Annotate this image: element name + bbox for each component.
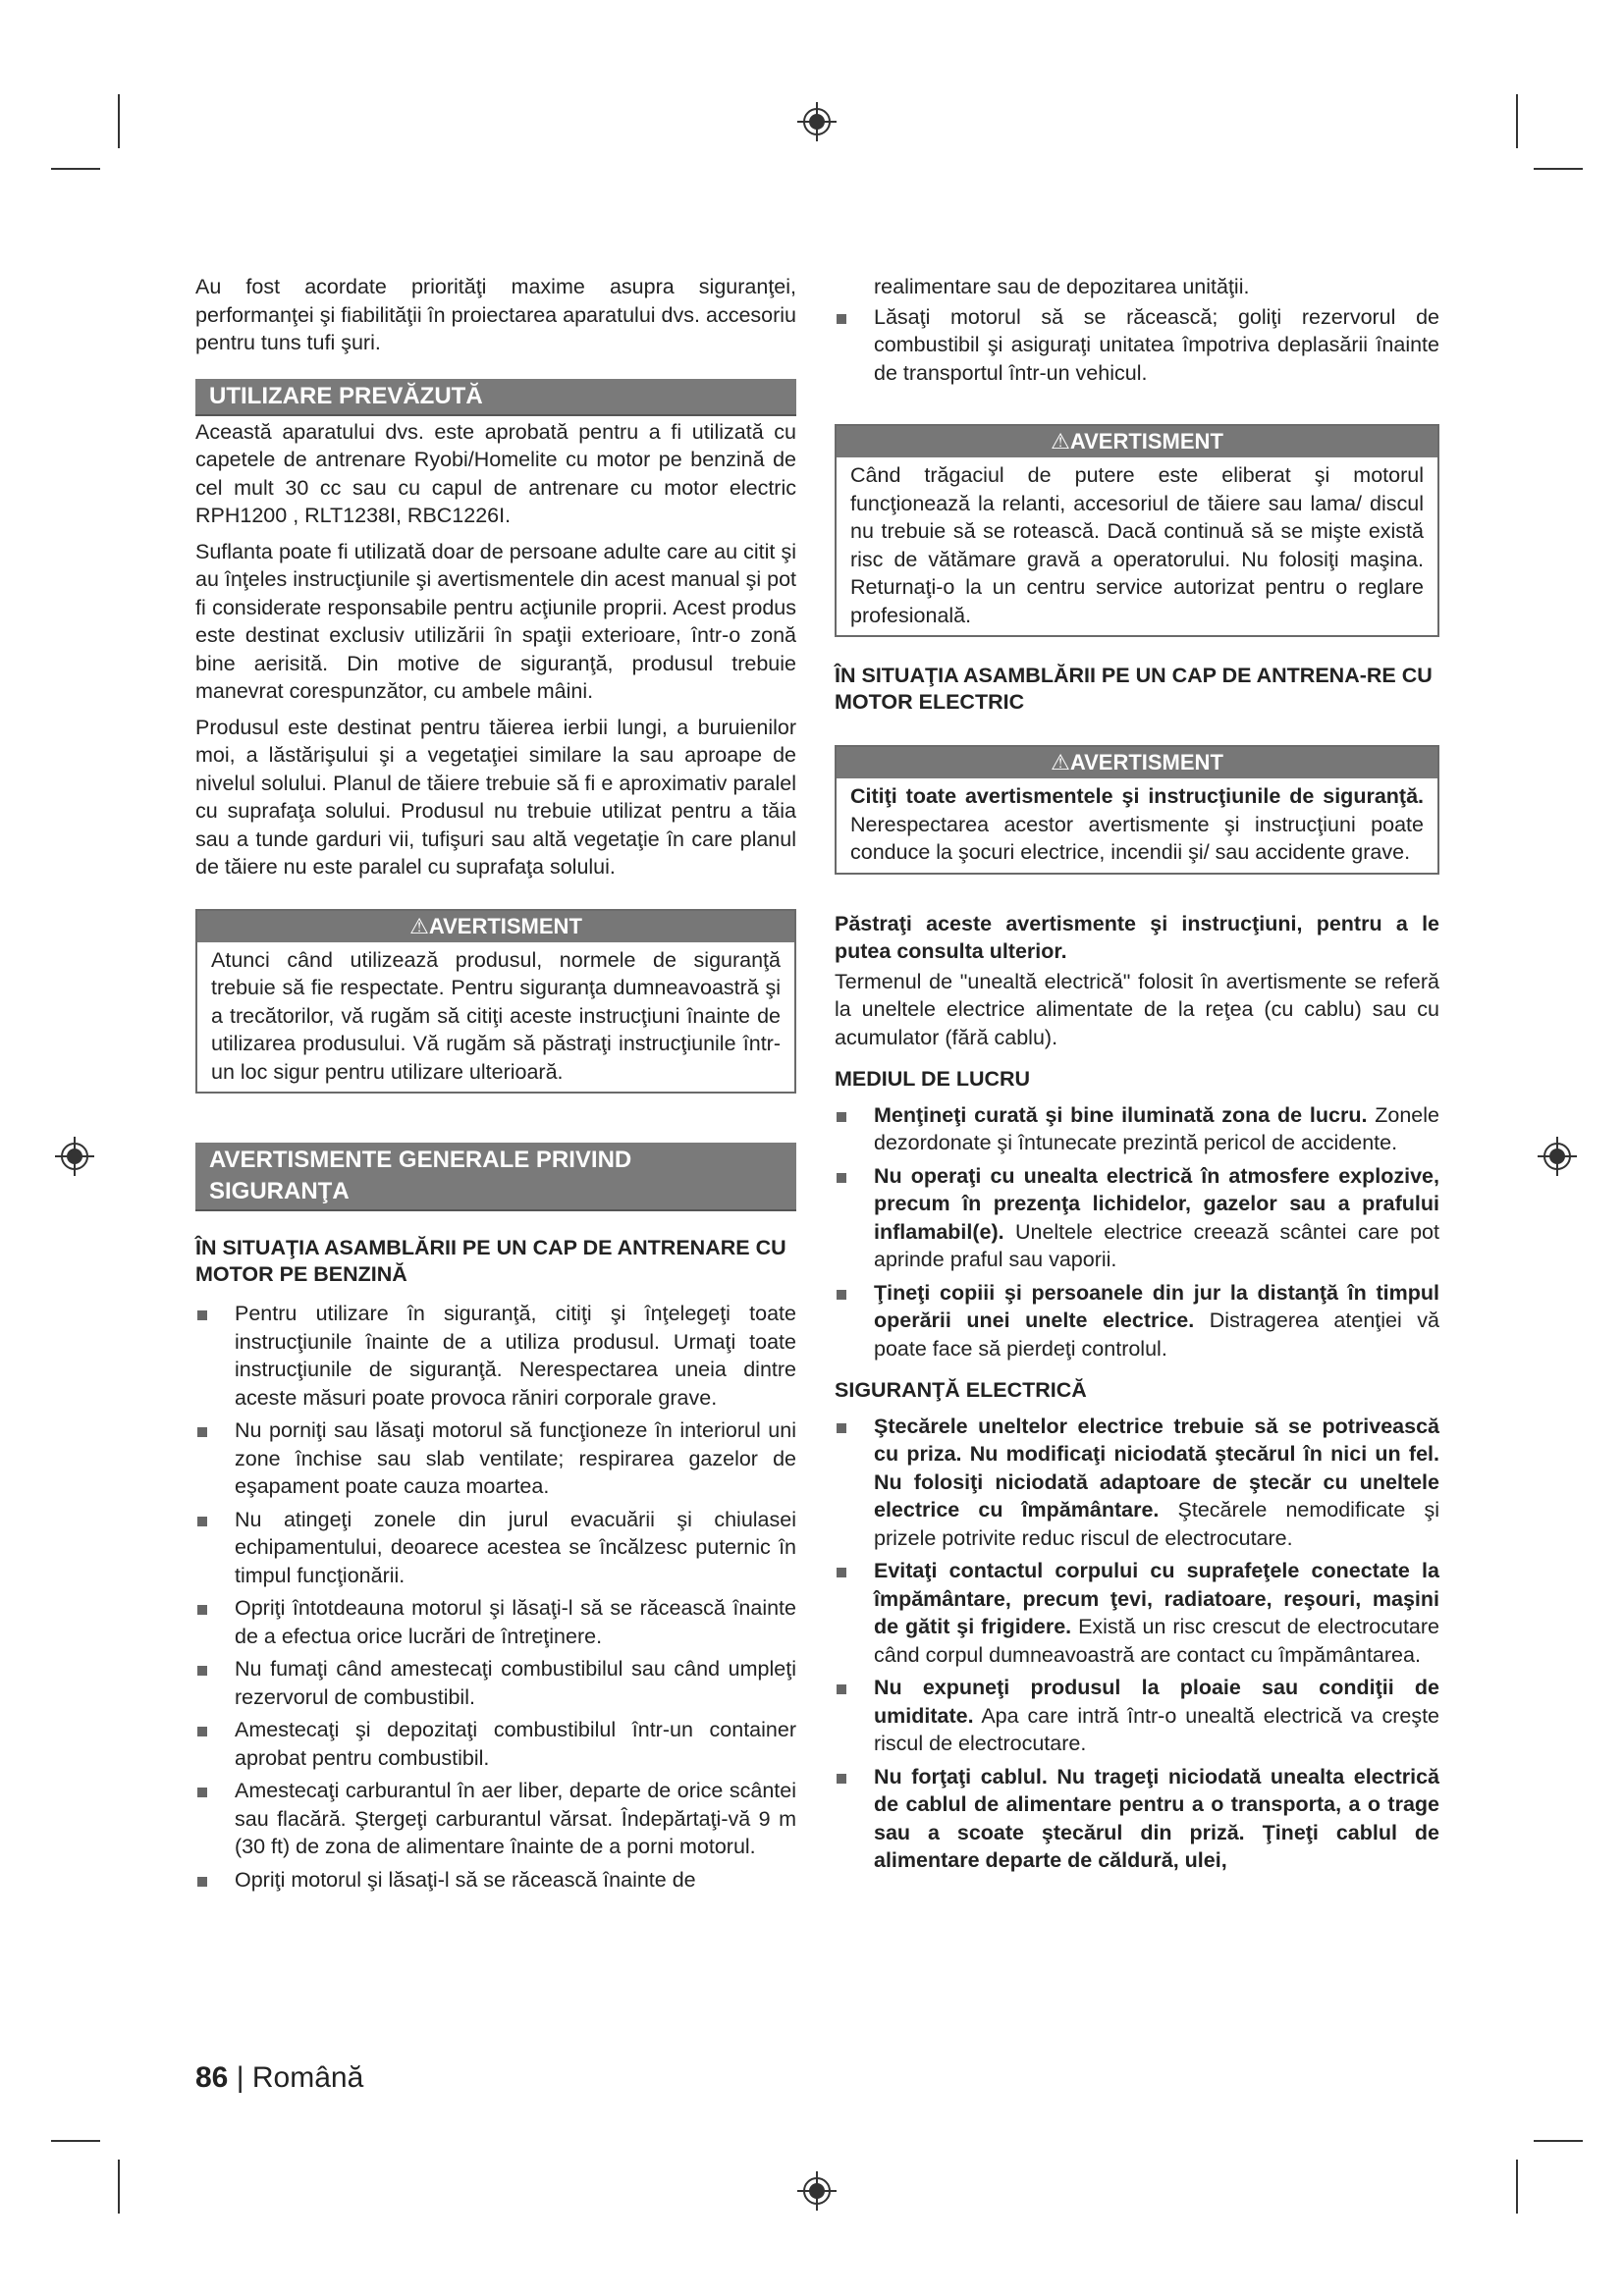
section-title-intended-use: UTILIZARE PREVĂZUTĂ xyxy=(195,379,796,416)
warning-triangle-icon: ⚠ xyxy=(1051,750,1070,774)
paragraph: Termenul de "unealtă electrică" folosit în avertismente se referă la uneltele electrice alimentate de la reţea (cu cablu) sau cu acumulator (fără cablu). xyxy=(835,969,1439,1049)
warning-triangle-icon: ⚠ xyxy=(409,913,429,938)
registration-mark-icon xyxy=(55,1137,94,1176)
warning-text: Când trăgaciul de putere este eliberat şi motorul funcţionează la relanti, accesoriul de tăiere sau lama/ discul nu trebuie să se rotească. Dacă continuă să se mişte există risc de vătămare gravă a operatorului. Nu folosiţi maşina. Returnaţi-o la un centru service autorizat pentru o reglare profesională. xyxy=(850,463,1424,627)
warning-header xyxy=(837,747,1437,778)
list-item: Ţineţi copiii şi persoanele din jur la distanţă în timpul operării unei unelte electrice. Distragerea atenţiei vă poate face să pierdeţi controlul. xyxy=(835,1279,1439,1363)
list-item: Pentru utilizare în siguranţă, citiţi şi înţelegeţi toate instrucţiunile înainte de a utiliza produsul. Urmaţi toate instrucţiunile de siguranţă. Nerespectarea uneia dintre aceste măsuri poate provoca răniri corporale grave. xyxy=(195,1300,796,1412)
work-area-bullet-list xyxy=(835,1101,1439,1363)
list-item: Nu operaţi cu unealta electrică în atmosfere explozive, precum în prezenţa lichidelor, gazelor sau a prafului inflamabil(e). Uneltele electrice creează scântei care pot aprinde praful sau vaporii. xyxy=(835,1162,1439,1274)
crop-mark xyxy=(118,94,120,148)
registration-mark-icon xyxy=(1538,1137,1577,1176)
section-title-general-safety: AVERTISMENTE GENERALE PRIVIND SIGURANŢA xyxy=(195,1143,796,1211)
left-column xyxy=(195,273,796,1898)
crop-mark xyxy=(1534,168,1583,170)
warning-triangle-icon: ⚠ xyxy=(1051,429,1070,454)
warning-body-text: Nerespectarea acestor avertismente şi instrucţiuni poate conduce la şocuri electrice, incendii şi/ sau accidente grave. xyxy=(850,812,1424,864)
footer-separator: | xyxy=(236,2061,244,2094)
warning-header xyxy=(197,911,794,942)
list-item: Evitaţi contactul corpului cu suprafeţele conectate la împământare, precum ţevi, radiatoare, reşouri, maşini de gătit şi frigidere. Există un risc crescut de electrocutare când corpul dumneavoastră are contact cu împământarea. xyxy=(835,1557,1439,1669)
warning-text xyxy=(837,778,1437,873)
subheading-electrical-safety: SIGURANŢĂ ELECTRICĂ xyxy=(835,1378,1087,1402)
crop-mark xyxy=(51,2140,100,2142)
list-item: Amestecaţi carburantul în aer liber, departe de orice scântei sau flacără. Ştergeţi carburantul vărsat. Îndepărtaţi-vă 9 m (30 ft) de zona de alimentare înainte de a porni motorul. xyxy=(195,1777,796,1861)
crop-mark xyxy=(1534,2140,1583,2142)
list-item: Lăsaţi motorul să se răcească; goliţi rezervorul de combustibil şi asiguraţi unitatea împotriva deplasării înainte de transportul într-un vehicul. xyxy=(835,303,1439,388)
safety-bullet-list xyxy=(195,1300,796,1894)
paragraph: Această aparatului dvs. este aprobată pentru a fi utilizată cu capetele de antrenare Ryobi/Homelite cu motor pe benzină de cel mult 30 cc sau cu capul de antrenare cu motor electric RPH1200 , RLT1238I, RBC1226I. xyxy=(195,419,796,527)
paragraph: Produsul este destinat pentru tăierea ierbii lungi, a buruienilor moi, a lăstărişului şi a vegetaţiei similare la sau aproape de nivelul solului. Planul de tăiere trebuie să fi e aproximativ paralel cu suprafaţa solului. Produsul nu trebuie utilizat pentru a tăia sau a tunde garduri vii, tufişuri sau altă vegetaţie în care planul de tăiere nu este paralel cu suprafaţa solului. xyxy=(195,715,796,879)
warning-header xyxy=(837,426,1437,457)
registration-mark-icon xyxy=(797,2171,837,2211)
crop-mark xyxy=(1516,94,1518,148)
crop-mark xyxy=(118,2160,120,2214)
warning-box xyxy=(835,424,1439,637)
warning-text: Atunci când utilizează produsul, normele de siguranţă trebuie să fie respectate. Pentru siguranţa dumneavoastră şi a trecătorilor, vă rugăm să citiţi aceste instrucţiuni înainte de utilizarea produsului. Vă rugăm să păstraţi instrucţiunile într-un loc sigur pentru utilizare ulterioară. xyxy=(211,947,781,1084)
list-item: Nu forţaţi cablul. Nu trageţi niciodată unealta electrică de cablul de alimentare pentru a o transporta, a o trage sau a scoate ştecărul din priză. Ţineţi cablul de alimentare departe de căldură, ulei, xyxy=(835,1763,1439,1875)
list-item: Nu expuneţi produsul la ploaie sau condiţii de umiditate. Apa care intră într-o unealtă electrică va creşte riscul de electrocutare. xyxy=(835,1674,1439,1758)
list-item: Menţineţi curată şi bine iluminată zona de lucru. Zonele dezordonate şi întunecate prezintă pericol de accidente. xyxy=(835,1101,1439,1157)
warning-title: AVERTISMENT xyxy=(428,913,582,938)
list-item: Amestecaţi şi depozitaţi combustibilul într-un container aprobat pentru combustibil. xyxy=(195,1716,796,1772)
keep-instructions-text: Păstraţi aceste avertismente şi instrucţiuni, pentru a le putea consulta ulterior. xyxy=(835,911,1439,963)
intro-paragraph: Au fost acordate priorităţi maxime asupra siguranţei, performanţei şi fiabilităţii în proiectarea aparatului dvs. accesoriu pentru tuns tufi şuri. xyxy=(195,275,796,354)
warning-bold-text: Citiţi toate avertismentele şi instrucţiunile de siguranţă. xyxy=(850,784,1424,808)
list-item: Nu porniţi sau lăsaţi motorul să funcţioneze în interiorul uni zone închise sau slab ventilate; respirarea gazelor de eşapament poate cauza moartea. xyxy=(195,1416,796,1501)
right-column xyxy=(835,273,1439,1880)
list-item: Opriţi întotdeauna motorul şi lăsaţi-l să se răcească înainte de a efectua orice lucrări de întreţinere. xyxy=(195,1594,796,1650)
page-number: 86 xyxy=(195,2061,229,2094)
warning-title: AVERTISMENT xyxy=(1069,429,1223,454)
bullet-list xyxy=(835,303,1439,388)
subheading-petrol: ÎN SITUAŢIA ASAMBLĂRII PE UN CAP DE ANTRENARE CU MOTOR PE BENZINĂ xyxy=(195,1236,786,1286)
list-item: Nu atingeţi zonele din jurul evacuării şi chiulasei echipamentului, deoarece acestea se încălzesc puternic în timpul funcţionării. xyxy=(195,1506,796,1590)
crop-mark xyxy=(51,168,100,170)
page-footer xyxy=(195,2061,363,2095)
list-item: Ştecărele uneltelor electrice trebuie să se potrivească cu priza. Nu modificaţi niciodată ştecărul în nici un fel. Nu folosiţi niciodată adaptoare de ştecăr cu uneltele electrice cu împământare. Ştecărele nemodificate şi prizele potrivite reduc riscul de electrocutare. xyxy=(835,1413,1439,1553)
continued-line: realimentare sau de depozitarea unităţii. xyxy=(874,275,1250,298)
warning-title: AVERTISMENT xyxy=(1069,750,1223,774)
subheading-electric: ÎN SITUAŢIA ASAMBLĂRII PE UN CAP DE ANTRENA-RE CU MOTOR ELECTRIC xyxy=(835,664,1433,714)
registration-mark-icon xyxy=(797,102,837,141)
subheading-work-area: MEDIUL DE LUCRU xyxy=(835,1067,1031,1091)
list-item: Nu fumaţi când amestecaţi combustibilul sau când umpleţi rezervorul de combustibil. xyxy=(195,1655,796,1711)
footer-language: Română xyxy=(251,2061,364,2094)
electrical-safety-bullet-list xyxy=(835,1413,1439,1875)
paragraph: Suflanta poate fi utilizată doar de persoane adulte care au citit şi au înţeles instrucţiunile şi avertismentele din acest manual şi pot fi considerate responsabile pentru acţiunile proprii. Acest produs este destinat exclusiv utilizării în spaţii exterioare, într-o zonă bine aerisită. Din motive de siguranţă, produsul trebuie manevrat corespunzător, cu ambele mâini. xyxy=(195,539,796,703)
crop-mark xyxy=(1516,2160,1518,2214)
list-item: Opriţi motorul şi lăsaţi-l să se răcească înainte de xyxy=(195,1866,796,1895)
warning-box xyxy=(195,909,796,1095)
warning-box xyxy=(835,745,1439,875)
